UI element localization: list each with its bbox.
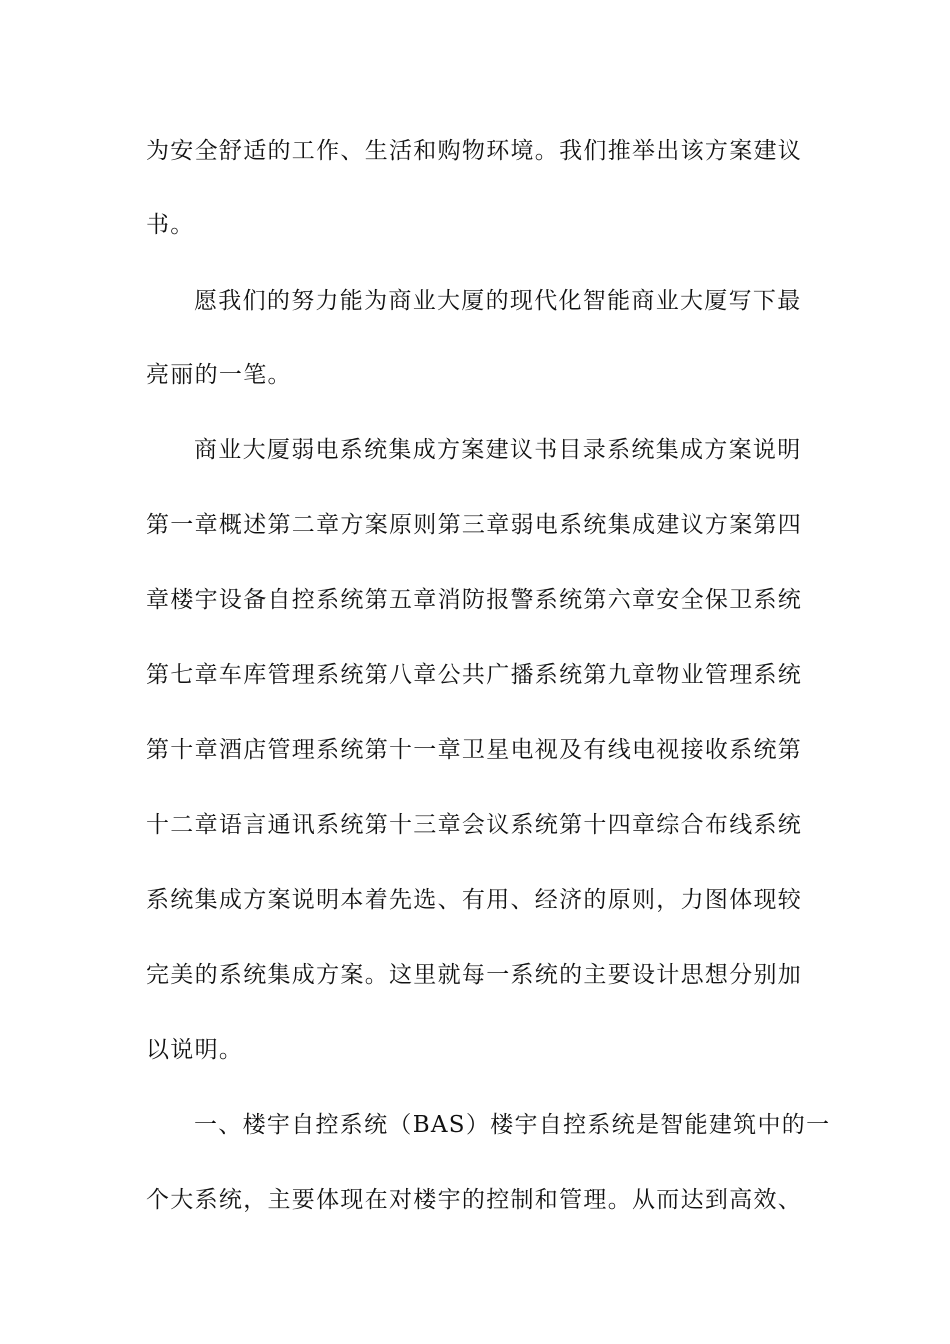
paragraph-line: 个大系统，主要体现在对楼宇的控制和管理。从而达到高效、 [146,1187,803,1213]
paragraph-line: 以说明。 [146,1037,244,1063]
paragraph-line: 第十章酒店管理系统第十一章卫星电视及有线电视接收系统第 [146,737,803,763]
paragraph-line: 愿我们的努力能为商业大厦的现代化智能商业大厦写下最 [194,288,802,314]
paragraph-line: 系统集成方案说明本着先选、有用、经济的原则，力图体现较 [146,887,803,913]
paragraph-line: 第七章车库管理系统第八章公共广播系统第九章物业管理系统 [146,662,803,688]
paragraph-line: 亮丽的一笔。 [146,362,292,388]
paragraph-line: 一、楼宇自控系统（BAS）楼宇自控系统是智能建筑中的一 [194,1112,831,1138]
paragraph-line: 第一章概述第二章方案原则第三章弱电系统集成建议方案第四 [146,512,803,538]
paragraph-line: 书。 [146,212,195,238]
paragraph-line: 完美的系统集成方案。这里就每一系统的主要设计思想分别加 [146,962,803,988]
paragraph-line: 章楼宇设备自控系统第五章消防报警系统第六章安全保卫系统 [146,587,803,613]
paragraph-line: 为安全舒适的工作、生活和购物环境。我们推举出该方案建议 [146,138,803,164]
paragraph-line: 十二章语言通讯系统第十三章会议系统第十四章综合布线系统 [146,812,803,838]
paragraph-line: 商业大厦弱电系统集成方案建议书目录系统集成方案说明 [194,437,802,463]
